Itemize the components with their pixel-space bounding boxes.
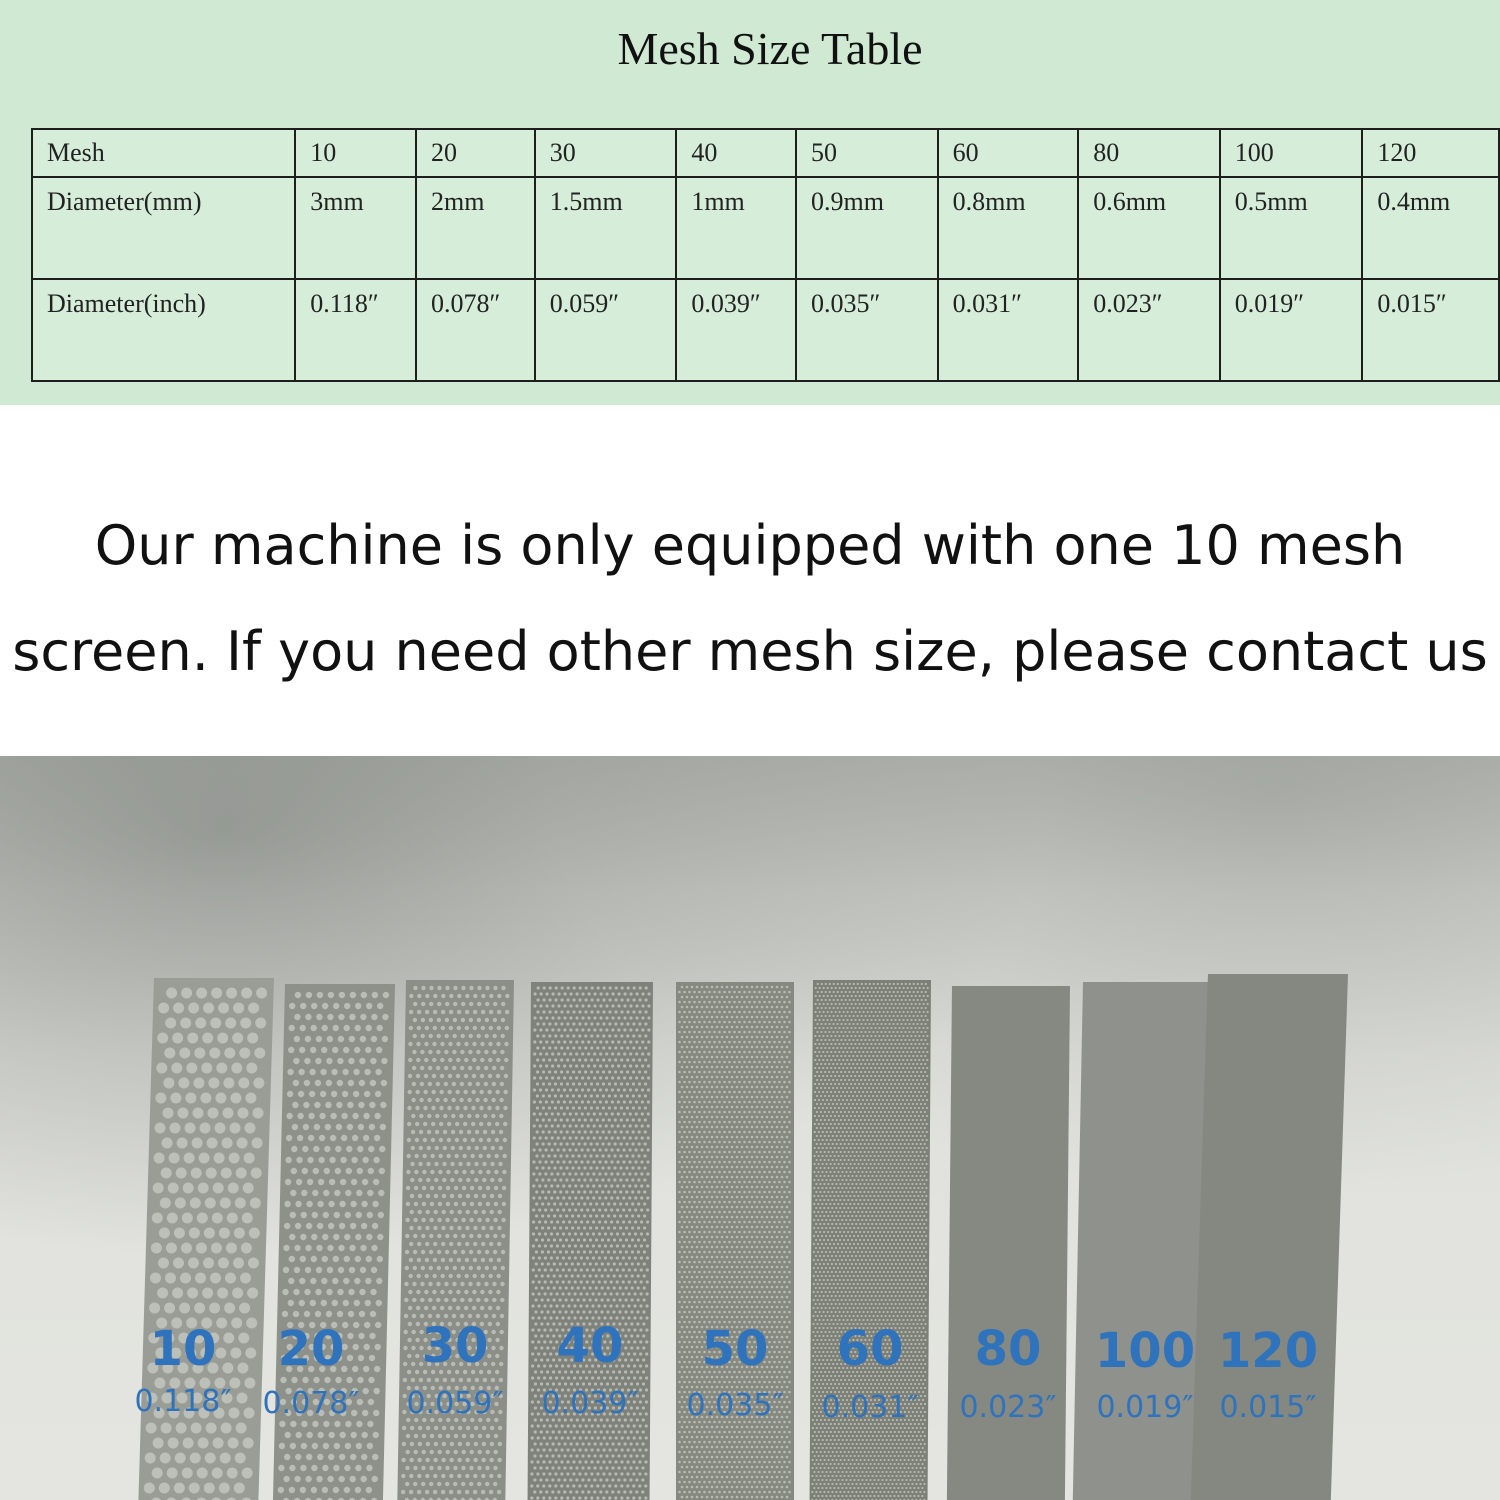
mesh-inch-label: 0.031″ bbox=[821, 1390, 919, 1425]
table-cell: 0.031″ bbox=[938, 279, 1079, 381]
table-cell: 2mm bbox=[416, 177, 535, 279]
table-cell: 0.8mm bbox=[938, 177, 1079, 279]
mesh-number-label: 10 bbox=[149, 1321, 217, 1377]
table-cell: 0.4mm bbox=[1362, 177, 1499, 279]
mesh-screen-strip bbox=[524, 982, 656, 1500]
table-cell: 3mm bbox=[295, 177, 416, 279]
mesh-inch-label: 0.035″ bbox=[686, 1388, 784, 1423]
table-cell: 0.015″ bbox=[1362, 279, 1499, 381]
mesh-table-panel bbox=[0, 0, 1500, 405]
table-cell: 0.5mm bbox=[1220, 177, 1363, 279]
table-title: Mesh Size Table bbox=[617, 23, 923, 74]
table-cell: 0.035″ bbox=[796, 279, 938, 381]
mesh-inch-label: 0.078″ bbox=[262, 1386, 360, 1421]
table-cell: 0.059″ bbox=[535, 279, 677, 381]
mesh-number-label: 120 bbox=[1217, 1323, 1319, 1379]
mesh-screens-photo bbox=[0, 756, 1500, 1500]
mesh-screen-strip bbox=[393, 980, 517, 1500]
row-label: Diameter(mm) bbox=[32, 177, 295, 279]
notice-text bbox=[0, 493, 1500, 705]
mesh-number-label: 50 bbox=[701, 1321, 769, 1377]
row-label: Mesh bbox=[32, 129, 295, 177]
table-cell: 0.9mm bbox=[796, 177, 938, 279]
table-cell: 50 bbox=[796, 129, 938, 177]
table-row-diameter-mm bbox=[32, 177, 1499, 279]
table-cell: 40 bbox=[676, 129, 796, 177]
table-cell: 1.5mm bbox=[535, 177, 677, 279]
mesh-number-label: 30 bbox=[421, 1318, 489, 1374]
table-cell: 0.023″ bbox=[1078, 279, 1220, 381]
table-cell: 30 bbox=[535, 129, 677, 177]
table-row-diameter-inch bbox=[32, 279, 1499, 381]
table-cell: 0.6mm bbox=[1078, 177, 1220, 279]
mesh-number-label: 100 bbox=[1094, 1323, 1196, 1379]
table-cell: 80 bbox=[1078, 129, 1220, 177]
mesh-number-label: 20 bbox=[277, 1321, 345, 1377]
table-cell: 120 bbox=[1362, 129, 1499, 177]
mesh-number-label: 80 bbox=[974, 1321, 1042, 1377]
table-cell: 0.078″ bbox=[416, 279, 535, 381]
mesh-inch-label: 0.039″ bbox=[541, 1386, 639, 1421]
table-cell: 1mm bbox=[676, 177, 796, 279]
notice-line-2: screen. If you need other mesh size, please contact us bbox=[12, 620, 1488, 683]
strip-body bbox=[136, 978, 274, 1500]
notice-line-1: Our machine is only equipped with one 10 mesh bbox=[94, 514, 1406, 577]
table-cell: 10 bbox=[295, 129, 416, 177]
mesh-inch-label: 0.015″ bbox=[1219, 1390, 1317, 1425]
mesh-inch-label: 0.023″ bbox=[959, 1390, 1057, 1425]
table-cell: 0.118″ bbox=[295, 279, 416, 381]
mesh-screen-strip bbox=[268, 984, 398, 1500]
mesh-inch-label: 0.059″ bbox=[406, 1386, 504, 1421]
row-label: Diameter(inch) bbox=[32, 279, 295, 381]
table-cell: 100 bbox=[1220, 129, 1363, 177]
mesh-number-label: 60 bbox=[836, 1321, 904, 1377]
table-cell: 20 bbox=[416, 129, 535, 177]
table-cell: 0.039″ bbox=[676, 279, 796, 381]
mesh-size-table bbox=[31, 128, 1500, 382]
mesh-inch-label: 0.019″ bbox=[1096, 1390, 1194, 1425]
mesh-number-label: 40 bbox=[556, 1318, 624, 1374]
mesh-inch-label: 0.118″ bbox=[134, 1384, 232, 1419]
table-cell: 0.019″ bbox=[1220, 279, 1363, 381]
mesh-screen-strip bbox=[133, 978, 277, 1500]
table-row-mesh bbox=[32, 129, 1499, 177]
table-cell: 60 bbox=[938, 129, 1079, 177]
